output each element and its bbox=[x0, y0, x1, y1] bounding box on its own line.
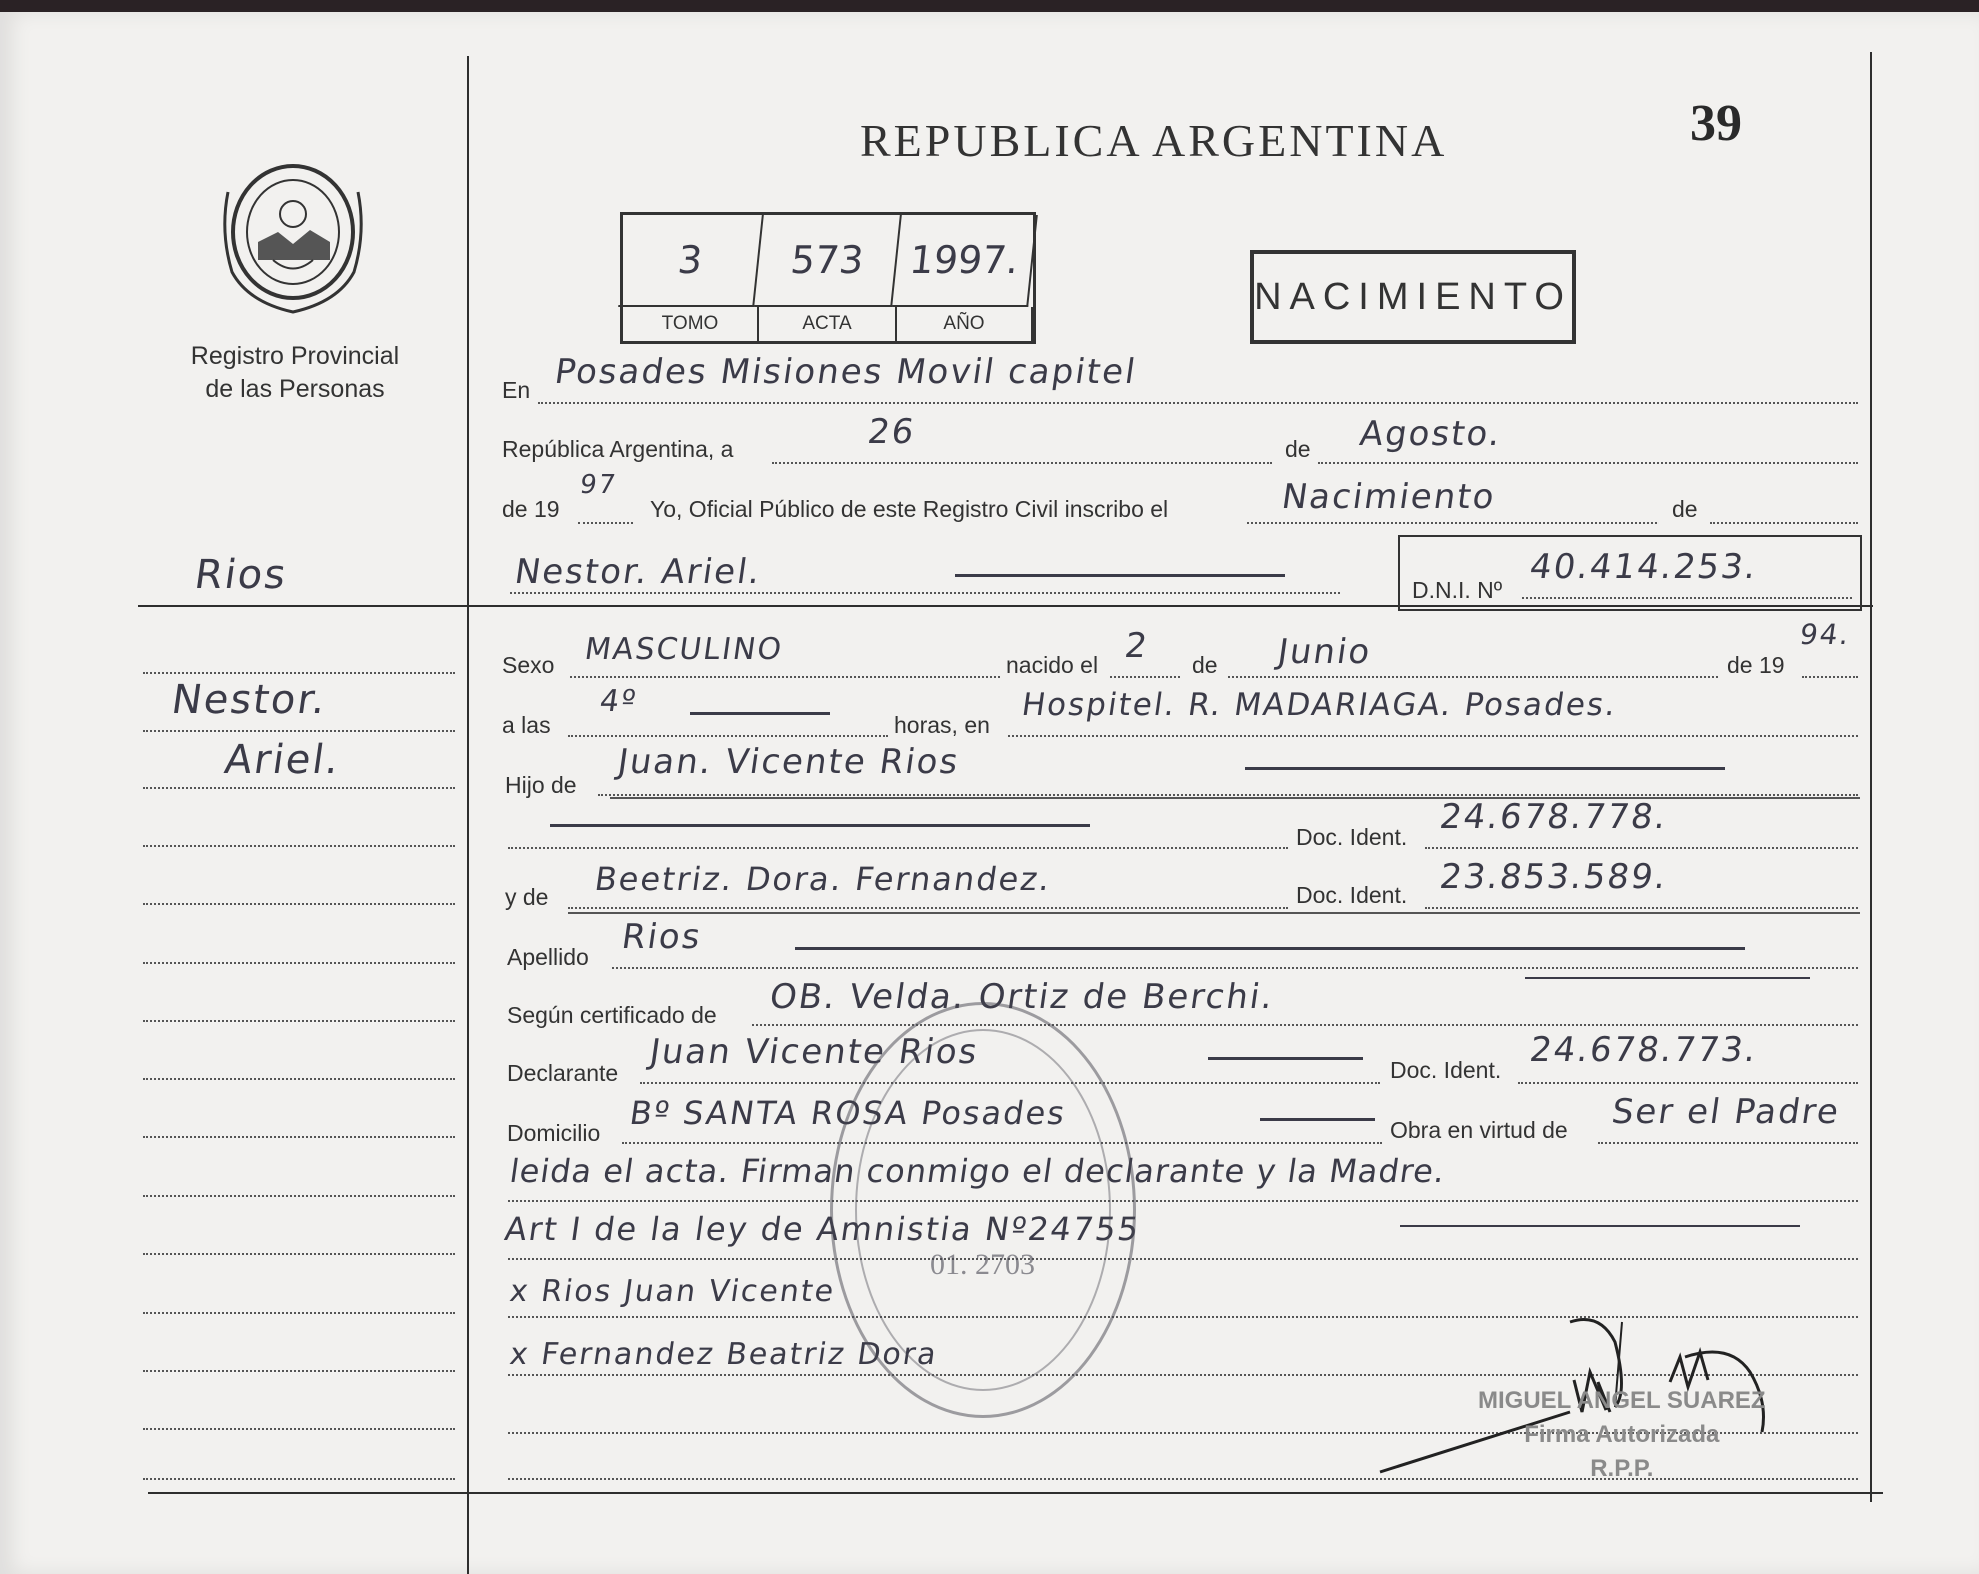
sidebar-line bbox=[143, 1078, 455, 1080]
fill-dash bbox=[955, 574, 1285, 577]
divider-right bbox=[1870, 52, 1872, 1502]
signer-org: R.P.P. bbox=[1590, 1455, 1654, 1482]
line-surname bbox=[612, 967, 1858, 969]
tomo-value: 3 bbox=[618, 215, 764, 307]
fill-dash bbox=[1245, 767, 1725, 770]
label-republica-a: República Argentina, a bbox=[502, 436, 734, 462]
fill-dash bbox=[1208, 1057, 1363, 1060]
line-dni bbox=[1522, 597, 1852, 599]
province-seal-icon bbox=[218, 152, 368, 317]
line-event bbox=[1247, 522, 1657, 524]
line-note-1 bbox=[508, 1200, 1858, 1202]
year-suffix-value: 97 bbox=[577, 470, 620, 500]
fill-dash bbox=[1260, 1118, 1375, 1121]
label-dni: D.N.I. Nº bbox=[1412, 577, 1503, 603]
line-year bbox=[578, 522, 633, 524]
sidebar-line bbox=[143, 1428, 455, 1430]
signature-stamp bbox=[1478, 1384, 1766, 1486]
rule bbox=[610, 797, 1860, 799]
sex-value: MASCULINO bbox=[582, 632, 786, 667]
label-yo-oficial: Yo, Oficial Público de este Registro Civil inscribo el bbox=[650, 496, 1169, 522]
label-domicilio: Domicilio bbox=[507, 1120, 601, 1146]
mother-value: Beetriz. Dora. Fernandez. bbox=[592, 860, 1055, 898]
registry-line-1: Registro Provincial bbox=[190, 342, 400, 370]
line-birth-place bbox=[1008, 735, 1858, 737]
sidebar-line bbox=[143, 1020, 455, 1022]
divider-left bbox=[467, 56, 469, 1574]
anio-value: 1997. bbox=[892, 215, 1038, 307]
declarant-doc-value: 24.678.773. bbox=[1527, 1030, 1761, 1070]
birth-day-value: 2 bbox=[1122, 626, 1152, 666]
fill-dash bbox=[795, 947, 1745, 950]
line-declarant-doc bbox=[1518, 1082, 1858, 1084]
signer-name: MIGUEL ANGEL SUAREZ bbox=[1478, 1387, 1766, 1414]
label-sexo: Sexo bbox=[502, 652, 555, 678]
stamp-date: 01. 2703 bbox=[930, 1248, 1035, 1281]
line-birth-month bbox=[1228, 676, 1718, 678]
line-father-doc-left bbox=[508, 847, 1288, 849]
label-nacido-el: nacido el bbox=[1006, 652, 1099, 678]
sidebar-line bbox=[143, 962, 455, 964]
sidebar-line bbox=[143, 845, 455, 847]
label-doc-ident-mother: Doc. Ident. bbox=[1296, 882, 1408, 908]
birth-place-value: Hospitel. R. MADARIAGA. Posades. bbox=[1019, 687, 1620, 723]
registry-line-2: de las Personas bbox=[205, 375, 385, 403]
line-mother-doc bbox=[1425, 907, 1858, 909]
label-segun: Según certificado de bbox=[507, 1002, 717, 1028]
sidebar-line bbox=[143, 1195, 455, 1197]
label-horas-en: horas, en bbox=[894, 712, 990, 738]
label-de-month: de bbox=[1285, 436, 1311, 462]
father-doc-value: 24.678.778. bbox=[1437, 797, 1671, 837]
sign-1-value: x Rios Juan Vicente bbox=[507, 1274, 838, 1309]
label-en: En bbox=[502, 377, 531, 403]
certificate-page bbox=[0, 12, 1979, 1574]
sidebar-line bbox=[143, 787, 455, 789]
line-mother bbox=[568, 907, 1288, 909]
acta-label: ACTA bbox=[759, 307, 897, 341]
fill-dash bbox=[1400, 1225, 1800, 1227]
label-de-end: de bbox=[1672, 496, 1698, 522]
sidebar-line bbox=[143, 1136, 455, 1138]
label-doc-ident-father: Doc. Ident. bbox=[1296, 824, 1408, 850]
label-hijo-de: Hijo de bbox=[505, 772, 577, 798]
line-by-virtue bbox=[1598, 1142, 1858, 1144]
sidebar-line bbox=[143, 1312, 455, 1314]
birth-year-value: 94. bbox=[1797, 618, 1853, 651]
line-month bbox=[1318, 462, 1858, 464]
declarant-value: Juan Vicente Rios bbox=[647, 1032, 982, 1072]
label-de-19-birth: de 19 bbox=[1727, 652, 1785, 678]
line-hour bbox=[568, 735, 888, 737]
birth-month-value: Junio bbox=[1275, 632, 1375, 672]
label-doc-ident-declarant: Doc. Ident. bbox=[1390, 1057, 1502, 1083]
sidebar-line bbox=[143, 730, 455, 732]
place-value: Posades Misiones Movil capitel bbox=[552, 352, 1140, 392]
fill-dash bbox=[1525, 977, 1810, 979]
sidebar-surname: Rios bbox=[191, 552, 291, 598]
note-2-value: Art I de la ley de Amnistia Nº24755 bbox=[502, 1210, 1143, 1248]
sidebar-line bbox=[143, 1253, 455, 1255]
page-number: 39 bbox=[1690, 95, 1742, 152]
sign-2-value: x Fernandez Beatriz Dora bbox=[507, 1337, 941, 1372]
official-stamp bbox=[830, 1002, 1136, 1418]
label-y-de: y de bbox=[505, 884, 549, 910]
label-a-las: a las bbox=[502, 712, 551, 738]
sidebar-line bbox=[143, 1370, 455, 1372]
line-sex bbox=[570, 676, 1000, 678]
line-note-2 bbox=[508, 1258, 1858, 1260]
line-birth-day bbox=[1110, 676, 1180, 678]
line-birth-year bbox=[1802, 676, 1858, 678]
dni-value: 40.414.253. bbox=[1527, 547, 1761, 587]
mother-doc-value: 23.853.589. bbox=[1437, 857, 1671, 897]
country-title: REPUBLICA ARGENTINA bbox=[860, 115, 1448, 166]
label-apellido: Apellido bbox=[507, 944, 589, 970]
label-de19: de 19 bbox=[502, 496, 560, 522]
line-father bbox=[598, 794, 1858, 796]
note-1-value: leida el acta. Firman conmigo el declarante y la Madre. bbox=[507, 1152, 1448, 1190]
sidebar-given-name-2: Ariel. bbox=[221, 737, 344, 783]
by-virtue-value: Ser el Padre bbox=[1609, 1092, 1843, 1132]
rule bbox=[568, 912, 1860, 914]
registry-name bbox=[150, 340, 440, 406]
line-father-doc bbox=[1425, 847, 1858, 849]
sidebar-given-name-1: Nestor. bbox=[168, 677, 331, 723]
footer-rule bbox=[148, 1492, 1883, 1494]
record-type: NACIMIENTO bbox=[1250, 250, 1576, 344]
sidebar-line bbox=[143, 1478, 455, 1480]
hour-value: 4º bbox=[597, 684, 640, 719]
line-child-name bbox=[510, 592, 1340, 594]
record-number-box bbox=[620, 212, 1036, 344]
sidebar-line bbox=[143, 672, 455, 674]
acta-value: 573 bbox=[754, 215, 902, 307]
sidebar-line bbox=[143, 903, 455, 905]
line-place bbox=[538, 402, 1858, 404]
signer-role: Firma Autorizada bbox=[1524, 1421, 1720, 1448]
event-value: Nacimiento bbox=[1279, 477, 1499, 517]
address-value: Bº SANTA ROSA Posades bbox=[627, 1094, 1069, 1132]
line-day bbox=[772, 462, 1272, 464]
label-de-birth-month: de bbox=[1192, 652, 1218, 678]
father-value: Juan. Vicente Rios bbox=[615, 742, 963, 782]
certificate-value: OB. Velda. Ortiz de Berchi. bbox=[767, 977, 1277, 1017]
surname-value: Rios bbox=[619, 917, 705, 957]
anio-label: AÑO bbox=[897, 307, 1033, 341]
fill-dash bbox=[690, 712, 830, 715]
day-value: 26 bbox=[865, 412, 919, 452]
line-de-end bbox=[1710, 522, 1858, 524]
month-value: Agosto. bbox=[1357, 414, 1505, 454]
tomo-label: TOMO bbox=[623, 307, 759, 341]
label-obra: Obra en virtud de bbox=[1390, 1117, 1568, 1143]
label-declarante: Declarante bbox=[507, 1060, 619, 1086]
child-name-value: Nestor. Ariel. bbox=[512, 552, 765, 592]
fill-dash bbox=[550, 824, 1090, 827]
